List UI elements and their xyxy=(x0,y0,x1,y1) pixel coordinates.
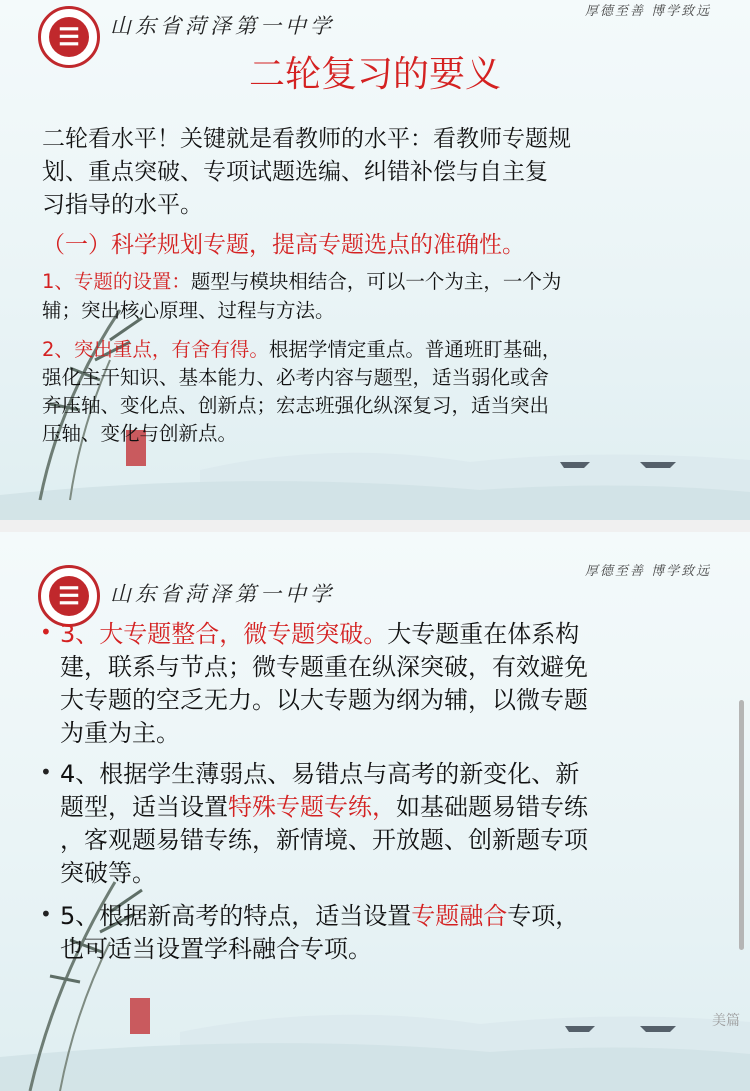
bullet-4-line-3: ，客观题易错专练，新情境、开放题、创新题专项 xyxy=(60,826,588,854)
bullet-4-line-4: 突破等。 xyxy=(60,859,156,887)
bullet-3-line-1 xyxy=(60,618,700,651)
scrollbar-thumb[interactable] xyxy=(739,700,744,950)
bullet-5-text-b: 专项， xyxy=(507,902,580,930)
item-2-text: 根据学情定重点。普通班盯基础， xyxy=(268,338,562,361)
item-1-heading: 1、专题的设置： xyxy=(42,270,191,293)
slide-1 xyxy=(0,0,750,520)
slide-title: 二轮复习的要义 xyxy=(248,54,501,95)
logo-emblem-icon: ☰ xyxy=(49,17,89,57)
intro-line-1: 二轮看水平！关键就是看教师的水平：看教师专题规 xyxy=(42,126,571,152)
school-name: 山东省菏泽第一中学 xyxy=(110,14,335,38)
bullet-3-line-2: 建，联系与节点；微专题重在纵深突破，有效避免 xyxy=(60,653,588,681)
slide-2 xyxy=(0,532,750,1091)
bullet-5-line-2: 也可适当设置学科融合专项。 xyxy=(60,935,372,963)
meipian-watermark: 美篇 xyxy=(712,1013,740,1029)
bullet-3-line-3: 大专题的空乏无力。以大专题为纲为辅，以微专题 xyxy=(60,686,588,714)
item-2 xyxy=(42,336,561,364)
item-2-line-4: 压轴、变化与创新点。 xyxy=(42,422,238,445)
bullet-4-text-b: 如基础题易错专练 xyxy=(396,793,588,821)
school-name: 山东省菏泽第一中学 xyxy=(110,582,335,606)
item-2-line-2: 强化主干知识、基本能力、必考内容与题型，适当弱化或舍 xyxy=(42,366,550,389)
bullet-icon: • xyxy=(40,760,52,784)
intro-line-2: 划、重点突破、专项试题选编、纠错补偿与自主复 xyxy=(42,159,548,185)
bullet-4-highlight: 特殊专题专练， xyxy=(228,793,396,821)
intro-line-3: 习指导的水平。 xyxy=(42,192,203,218)
bullet-3-text: 大专题重在体系构 xyxy=(387,620,580,648)
bullet-4-line-2 xyxy=(60,791,700,824)
bullet-3-heading: 3、大专题整合，微专题突破。 xyxy=(60,620,388,648)
section-subtitle: （一）科学规划专题，提高专题选点的准确性。 xyxy=(42,232,525,258)
bullet-4-text-a: 题型，适当设置 xyxy=(60,793,228,821)
bullet-5-text-a: 5、根据新高考的特点，适当设置 xyxy=(60,902,412,930)
slide-divider xyxy=(0,520,750,532)
item-2-heading: 2、突出重点，有舍有得。 xyxy=(42,338,269,361)
bullet-5-line-1 xyxy=(60,900,700,933)
school-motto: 厚德至善 博学致远 xyxy=(585,4,712,19)
bullet-4-line-1: 4、根据学生薄弱点、易错点与高考的新变化、新 xyxy=(60,760,580,788)
logo-emblem-icon: ☰ xyxy=(49,576,89,616)
item-1-line-2: 辅；突出核心原理、过程与方法。 xyxy=(42,299,335,322)
school-motto: 厚德至善 博学致远 xyxy=(585,564,712,579)
bullet-icon: • xyxy=(40,902,52,926)
bullet-icon: • xyxy=(40,620,52,644)
item-1 xyxy=(42,268,561,296)
bullet-3-line-4: 为重为主。 xyxy=(60,719,180,747)
bullet-5-highlight: 专题融合 xyxy=(411,902,508,930)
item-2-line-3: 弃压轴、变化点、创新点；宏志班强化纵深复习，适当突出 xyxy=(42,394,550,417)
item-1-text: 题型与模块相结合，可以一个为主，一个为 xyxy=(190,270,562,293)
